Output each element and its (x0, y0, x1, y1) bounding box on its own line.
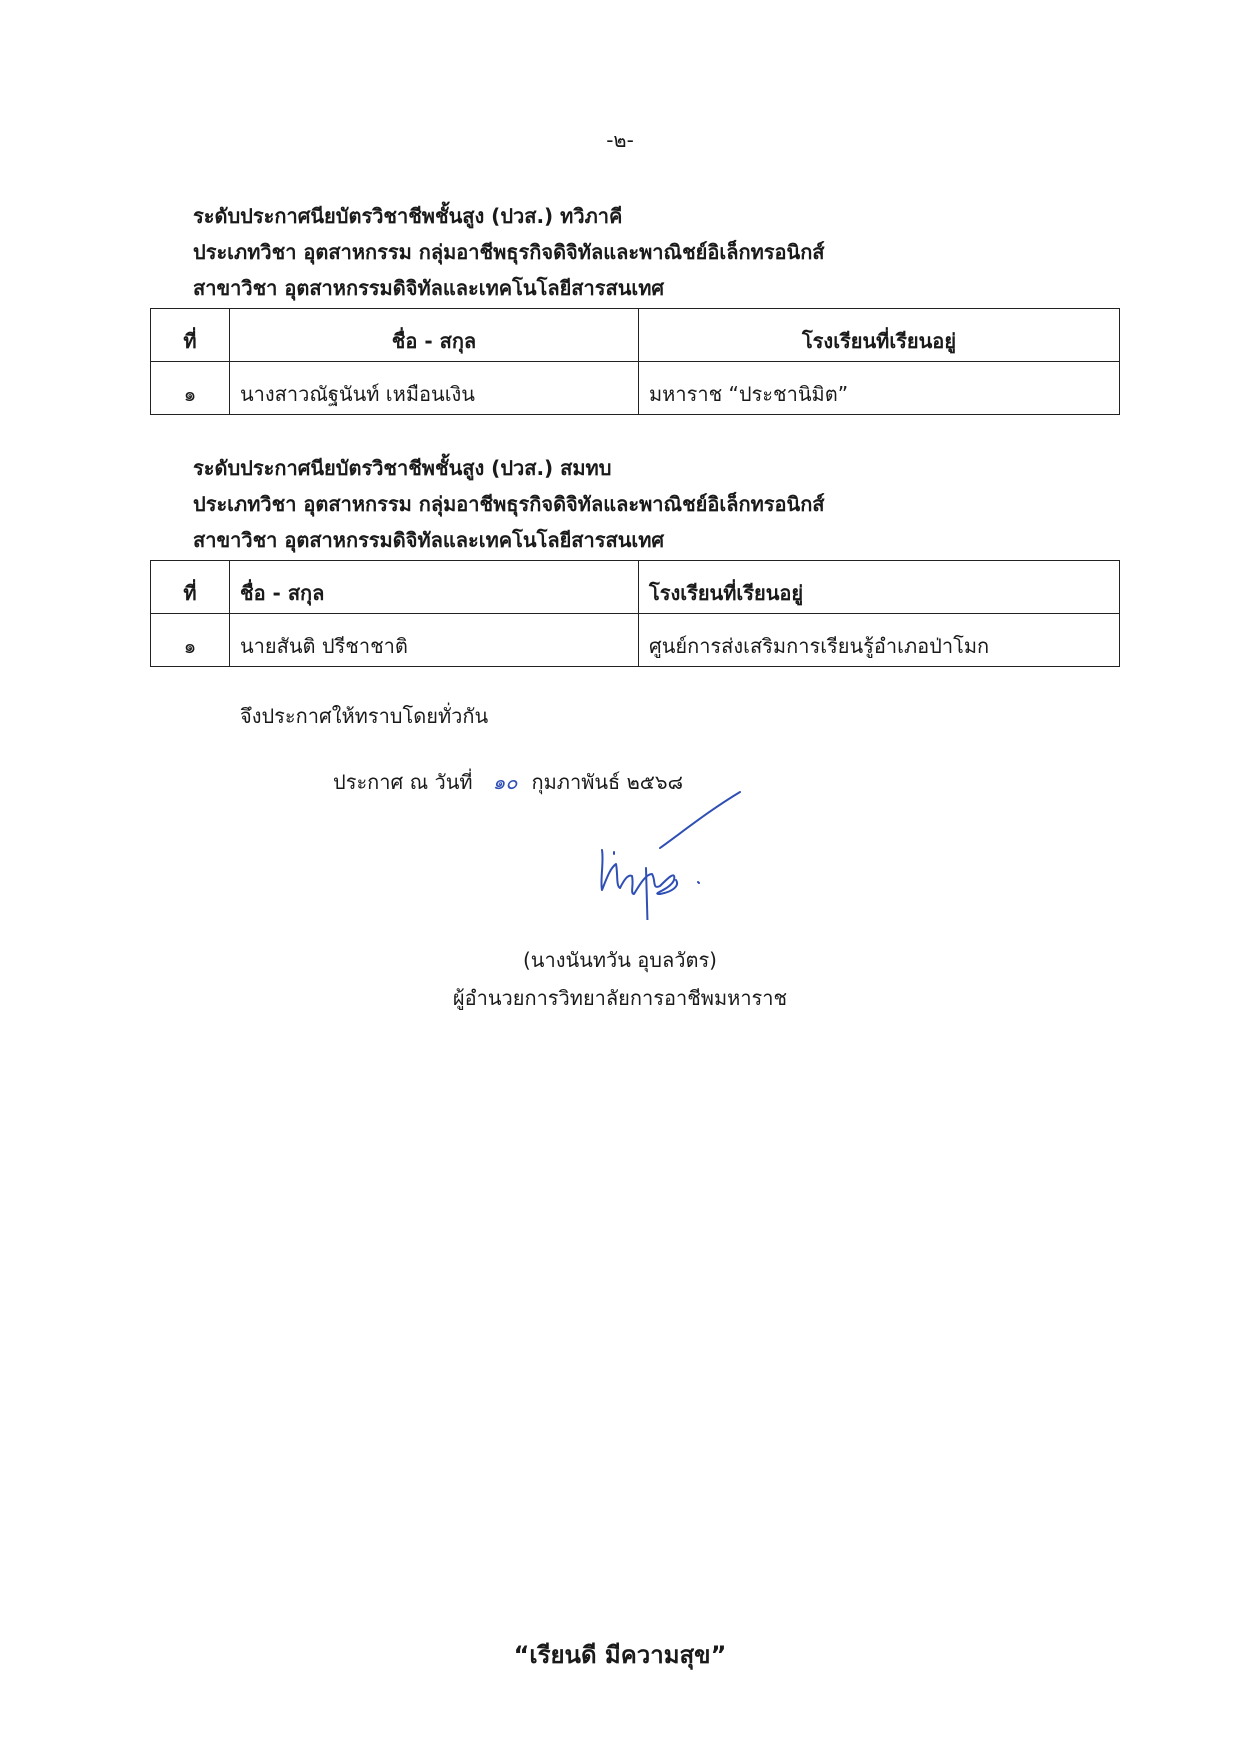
header-name: ชื่อ - สกุล (230, 309, 639, 362)
header-name: ชื่อ - สกุล (230, 561, 639, 614)
table-header-row (151, 561, 1120, 614)
section-category: ประเภทวิชา อุตสาหกรรม กลุ่มอาชีพธุรกิจดิจิทัลและพาณิชย์อิเล็กทรอนิกส์ (193, 240, 825, 264)
date-month-year: กุมภาพันธ์ ๒๕๖๘ (531, 770, 684, 794)
closing-statement: จึงประกาศให้ทราบโดยทั่วกัน (240, 704, 489, 728)
table-header-row (151, 309, 1120, 362)
header-school: โรงเรียนที่เรียนอยู่ (639, 309, 1120, 362)
row-school: มหาราช “ประชานิมิต” (639, 362, 1120, 415)
date-prefix: ประกาศ ณ วันที่ (333, 770, 473, 794)
section-field: สาขาวิชา อุตสาหกรรมดิจิทัลและเทคโนโลยีสารสนเทศ (193, 276, 665, 300)
signer-name: (นางนันทวัน อุบลวัตร) (523, 948, 717, 972)
table-row (151, 362, 1120, 415)
row-name: นายสันติ ปรีชาชาติ (230, 614, 639, 667)
motto: “เรียนดี มีความสุข” (513, 1641, 727, 1669)
section-level: ระดับประกาศนียบัตรวิชาชีพชั้นสูง (ปวส.) สมทบ (193, 456, 612, 480)
header-no: ที่ (151, 561, 230, 614)
signature-image (590, 790, 770, 920)
student-table (150, 308, 1120, 415)
table-row (151, 614, 1120, 667)
section-dual-vocational (150, 198, 1120, 415)
row-name: นางสาวณัฐนันท์ เหมือนเงิน (230, 362, 639, 415)
row-no: ๑ (151, 362, 230, 415)
student-table (150, 560, 1120, 667)
page-number: -๒- (606, 128, 634, 152)
section-affiliated (150, 450, 1120, 667)
section-category: ประเภทวิชา อุตสาหกรรม กลุ่มอาชีพธุรกิจดิจิทัลและพาณิชย์อิเล็กทรอนิกส์ (193, 492, 825, 516)
row-school: ศูนย์การส่งเสริมการเรียนรู้อำเภอป่าโมก (639, 614, 1120, 667)
row-no: ๑ (151, 614, 230, 667)
section-level: ระดับประกาศนียบัตรวิชาชีพชั้นสูง (ปวส.) ทวิภาคี (193, 204, 623, 228)
header-no: ที่ (151, 309, 230, 362)
header-school: โรงเรียนที่เรียนอยู่ (639, 561, 1120, 614)
section-field: สาขาวิชา อุตสาหกรรมดิจิทัลและเทคโนโลยีสารสนเทศ (193, 528, 665, 552)
signature-stroke (601, 792, 740, 920)
date-day-handwritten: ๑๐ (492, 770, 518, 794)
signer-title: ผู้อำนวยการวิทยาลัยการอาชีพมหาราช (452, 986, 788, 1010)
